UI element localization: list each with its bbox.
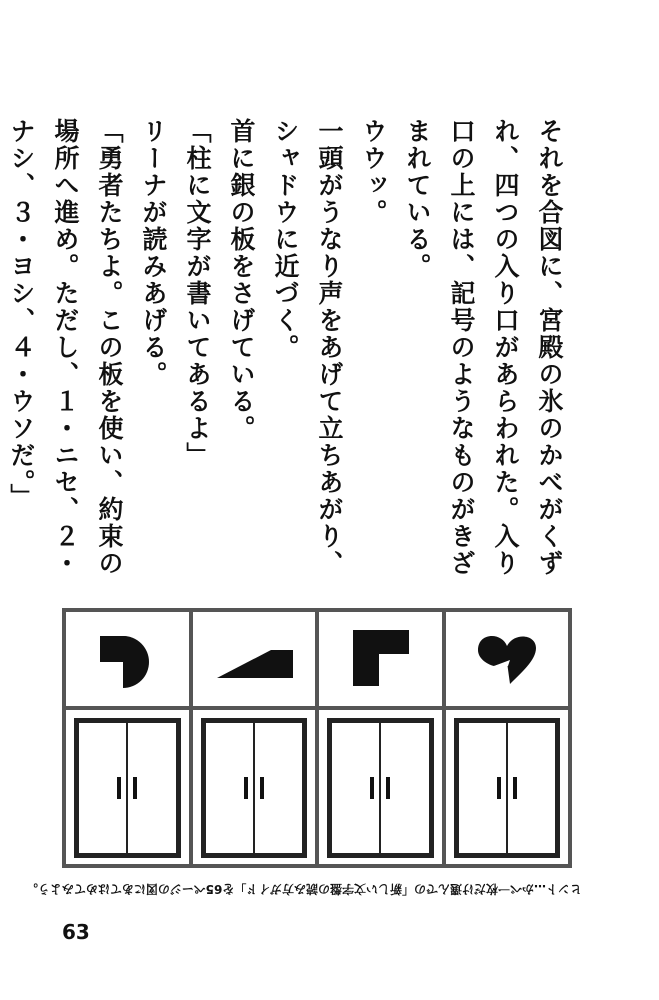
door-handle <box>260 777 264 799</box>
door-handle <box>133 777 137 799</box>
symbol-box <box>66 612 189 706</box>
paragraph-1: それを合図に、宮殿の氷のかべがくずれ、四つの入り口があらわれた。入り口の上には、記号のようなものがきざまれている。 <box>403 118 564 577</box>
door-handle <box>117 777 121 799</box>
door-panel-1 <box>66 612 189 864</box>
symbol-box <box>319 612 442 706</box>
symbol-box <box>193 612 316 706</box>
door-1[interactable] <box>66 710 189 864</box>
paragraph-6: リーナが読みあげる。 <box>139 118 168 388</box>
quarter-circle-icon <box>92 624 162 694</box>
door-handle <box>513 777 517 799</box>
door-3[interactable] <box>319 710 442 864</box>
paragraph-3: 一頭がうなり声をあげて立ちあがり、シャドウに近づく。 <box>271 118 344 577</box>
wedge-triangle-icon <box>209 624 299 694</box>
door-panel-4 <box>446 612 569 864</box>
four-doors-illustration <box>62 608 572 868</box>
door-panel-3 <box>319 612 442 864</box>
l-shape-icon <box>345 624 415 694</box>
door-panel-2 <box>193 612 316 864</box>
paragraph-5: 「柱に文字が書いてあるよ」 <box>183 118 212 469</box>
door-4[interactable] <box>446 710 569 864</box>
paragraph-7: 「勇者たちよ。この板を使い、約束の場所へ進め。ただし、１・ニセ、２・ナシ、３・ヨシ、４・ウソだ。」 <box>7 118 124 577</box>
symbol-box <box>446 612 569 706</box>
door-handle <box>244 777 248 799</box>
page-number: 63 <box>62 920 90 944</box>
paragraph-2: ウウッ。 <box>359 118 388 226</box>
paragraph-4: 首に銀の板をさげている。 <box>227 118 256 442</box>
door-handle <box>497 777 501 799</box>
door-handle <box>370 777 374 799</box>
door-2[interactable] <box>193 710 316 864</box>
upside-down-hint: ヒント…かべ一枚だけ選んでの「新しい文字盤の読み方ガイド」を65ページの図にあてはめてみよう。 <box>25 882 582 896</box>
door-handle <box>386 777 390 799</box>
story-text <box>0 118 571 598</box>
heart-fragment-icon <box>472 624 542 694</box>
